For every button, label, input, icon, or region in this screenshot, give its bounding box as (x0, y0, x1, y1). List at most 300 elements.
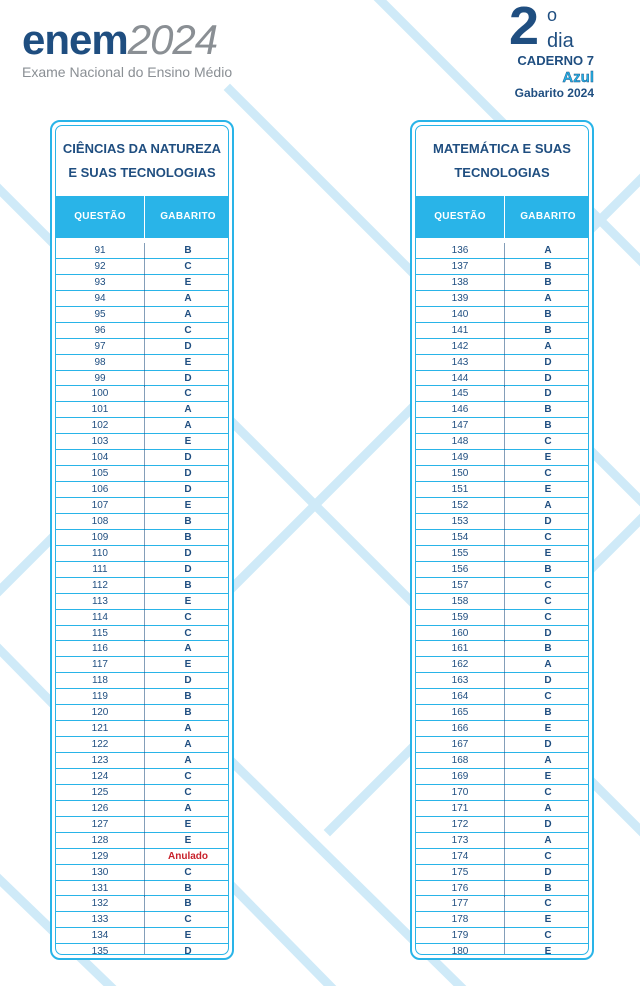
table-row (416, 753, 588, 769)
question-number: 163 (451, 675, 469, 687)
question-number: 121 (91, 723, 109, 735)
table-row (416, 817, 588, 833)
table-row (56, 498, 228, 514)
question-number: 161 (451, 643, 469, 655)
question-number: 159 (451, 611, 469, 623)
answer-key: C (184, 914, 192, 926)
panel-title-line1: CIÊNCIAS DA NATUREZA (62, 141, 222, 156)
answer-key: B (544, 882, 552, 894)
column-header-gabarito: GABARITO (520, 211, 576, 222)
answer-key: D (184, 372, 192, 384)
question-number: 95 (94, 308, 106, 320)
answer-key: C (544, 898, 552, 910)
question-number: 167 (451, 739, 469, 751)
table-row (56, 402, 228, 418)
table-row (416, 689, 588, 705)
header-divider (144, 196, 145, 238)
table-row (56, 769, 228, 785)
enem-logo (22, 18, 232, 80)
question-number: 115 (92, 627, 108, 639)
question-number: 130 (91, 866, 109, 878)
answer-key: A (184, 404, 192, 416)
dia-label: dia (547, 30, 574, 52)
question-number: 172 (451, 818, 469, 830)
answer-key: B (544, 324, 552, 336)
answer-key: B (544, 643, 552, 655)
answer-key: A (184, 739, 192, 751)
question-number: 149 (451, 452, 469, 464)
answer-key: C (544, 786, 552, 798)
table-row (56, 641, 228, 657)
answer-table-natureza (56, 243, 228, 955)
question-number: 99 (94, 372, 106, 384)
answer-key: D (184, 452, 192, 464)
table-row (56, 912, 228, 928)
question-number: 97 (94, 340, 106, 352)
table-row (416, 259, 588, 275)
answer-key: A (544, 245, 552, 256)
dia-number: 2 (509, 0, 540, 56)
question-number: 108 (91, 515, 109, 527)
question-number: 160 (451, 627, 469, 639)
answer-panel-natureza (50, 120, 234, 960)
question-number: 168 (451, 755, 469, 766)
answer-key: A (184, 802, 192, 814)
table-row (416, 881, 588, 897)
question-number: 148 (451, 436, 469, 448)
table-row (56, 928, 228, 944)
column-header-questao: QUESTÃO (74, 211, 126, 222)
question-number: 138 (451, 276, 469, 288)
table-row (56, 418, 228, 434)
question-number: 107 (91, 500, 109, 511)
question-number: 101 (91, 404, 109, 416)
table-row (56, 657, 228, 673)
question-number: 162 (451, 659, 469, 671)
exam-day-badge (495, 2, 605, 54)
table-row (416, 641, 588, 657)
question-number: 93 (94, 276, 106, 288)
table-row (416, 514, 588, 530)
answer-key: C (184, 627, 192, 639)
booklet-info (480, 53, 594, 101)
question-number: 142 (451, 340, 469, 352)
question-number: 143 (451, 356, 469, 368)
question-number: 173 (451, 834, 469, 846)
answer-key: Anulado (168, 850, 208, 862)
question-number: 109 (91, 531, 109, 543)
answer-key: A (184, 420, 192, 432)
table-row (56, 530, 228, 546)
question-number: 147 (451, 420, 469, 432)
question-number: 141 (451, 324, 469, 336)
answer-key: C (184, 260, 192, 272)
table-row (56, 801, 228, 817)
answer-key: B (184, 882, 192, 894)
question-number: 131 (91, 882, 109, 894)
table-row (56, 259, 228, 275)
table-row (56, 546, 228, 562)
answer-key: B (184, 245, 192, 256)
answer-key: D (544, 388, 552, 400)
answer-key: B (184, 898, 192, 910)
table-row (56, 817, 228, 833)
table-row (416, 721, 588, 737)
question-number: 177 (451, 898, 469, 910)
answer-key: D (544, 818, 552, 830)
table-row (416, 578, 588, 594)
answer-key: A (184, 723, 192, 735)
question-number: 144 (451, 372, 469, 384)
table-row (416, 355, 588, 371)
answer-key: C (544, 436, 552, 448)
booklet-color: Azul (562, 69, 594, 86)
table-row (416, 626, 588, 642)
question-number: 113 (92, 595, 108, 607)
answer-key: E (544, 914, 552, 926)
answer-key: D (184, 946, 192, 955)
question-number: 117 (92, 659, 108, 671)
answer-key: D (544, 372, 552, 384)
table-row (416, 386, 588, 402)
answer-key: D (544, 675, 552, 687)
table-header (416, 196, 588, 238)
answer-key: C (184, 786, 192, 798)
question-number: 104 (91, 452, 109, 464)
question-number: 175 (451, 866, 469, 878)
question-number: 178 (451, 914, 469, 926)
logo-wordmark (22, 18, 232, 62)
question-number: 103 (91, 436, 109, 448)
table-row (416, 371, 588, 387)
table-row (56, 673, 228, 689)
table-row (56, 307, 228, 323)
answer-key: E (184, 659, 192, 671)
answer-key: A (544, 659, 552, 671)
answer-panel-matematica (410, 120, 594, 960)
answer-key: D (184, 484, 192, 496)
table-row (56, 833, 228, 849)
answer-key: A (544, 834, 552, 846)
table-row (416, 275, 588, 291)
answer-key: B (544, 276, 552, 288)
question-number: 128 (91, 834, 109, 846)
table-row (56, 371, 228, 387)
answer-key: D (544, 515, 552, 527)
answer-key: C (544, 531, 552, 543)
answer-key: B (184, 691, 192, 703)
answer-key: C (184, 388, 192, 400)
table-row (416, 243, 588, 259)
answer-key: A (184, 308, 192, 320)
answer-key: B (544, 563, 552, 575)
table-row (416, 833, 588, 849)
question-number: 105 (91, 468, 109, 480)
question-number: 118 (92, 675, 108, 687)
answer-key: C (544, 611, 552, 623)
panel-title-line2: TECNOLOGIAS (454, 165, 550, 180)
table-row (416, 434, 588, 450)
answer-key: E (544, 723, 552, 735)
question-number: 114 (92, 611, 108, 623)
caderno-label: CADERNO 7 (517, 53, 594, 68)
table-row (56, 275, 228, 291)
answer-key: A (544, 802, 552, 814)
question-number: 125 (91, 786, 109, 798)
panel-title (416, 137, 588, 185)
answer-key: A (544, 340, 552, 352)
answer-key: D (184, 468, 192, 480)
question-number: 180 (451, 946, 469, 955)
answer-key: D (184, 340, 192, 352)
table-row (416, 896, 588, 912)
table-row (56, 944, 228, 955)
logo-enem-text: enem (22, 16, 128, 63)
question-number: 120 (91, 707, 109, 719)
table-row (56, 514, 228, 530)
table-row (416, 928, 588, 944)
table-row (416, 912, 588, 928)
question-number: 112 (92, 579, 108, 591)
question-number: 129 (91, 850, 109, 862)
table-row (416, 865, 588, 881)
answer-key: A (544, 500, 552, 511)
question-number: 152 (451, 500, 469, 511)
question-number: 96 (94, 324, 106, 336)
panel-title-line2: E SUAS TECNOLOGIAS (68, 165, 216, 180)
answer-key: B (544, 420, 552, 432)
table-row (56, 578, 228, 594)
question-number: 134 (91, 930, 109, 942)
panel-title (56, 137, 228, 185)
answer-key: E (184, 930, 192, 942)
table-row (416, 323, 588, 339)
question-number: 158 (451, 595, 469, 607)
question-number: 111 (92, 563, 108, 575)
answer-key: D (544, 356, 552, 368)
question-number: 127 (91, 818, 109, 830)
question-number: 166 (451, 723, 469, 735)
question-number: 171 (451, 802, 469, 814)
table-row (416, 402, 588, 418)
table-row (56, 689, 228, 705)
answer-key: B (544, 707, 552, 719)
answer-key: B (184, 579, 192, 591)
question-number: 106 (91, 484, 109, 496)
question-number: 146 (451, 404, 469, 416)
answer-key: E (184, 595, 192, 607)
answer-key: C (544, 579, 552, 591)
table-row (56, 562, 228, 578)
answer-key: C (544, 595, 552, 607)
table-row (56, 594, 228, 610)
answer-key: C (544, 850, 552, 862)
table-row (416, 530, 588, 546)
table-row (56, 482, 228, 498)
table-row (416, 849, 588, 865)
table-row (416, 610, 588, 626)
question-number: 94 (94, 292, 106, 304)
table-row (56, 881, 228, 897)
header-divider (504, 196, 505, 238)
answer-key: E (544, 484, 552, 496)
table-row (416, 291, 588, 307)
question-number: 176 (451, 882, 469, 894)
answer-key: A (544, 755, 552, 766)
table-row (416, 737, 588, 753)
question-number: 124 (91, 770, 109, 782)
table-row (56, 386, 228, 402)
question-number: 136 (451, 245, 469, 256)
logo-subtitle: Exame Nacional do Ensino Médio (22, 64, 233, 80)
table-row (56, 865, 228, 881)
question-number: 92 (94, 260, 106, 272)
answer-key: D (184, 675, 192, 687)
table-row (56, 434, 228, 450)
question-number: 170 (451, 786, 469, 798)
table-row (416, 944, 588, 955)
question-number: 132 (91, 898, 109, 910)
column-header-gabarito: GABARITO (160, 211, 216, 222)
column-header-questao: QUESTÃO (434, 211, 486, 222)
answer-key: E (184, 436, 192, 448)
question-number: 100 (91, 388, 109, 400)
question-number: 153 (451, 515, 469, 527)
table-row (56, 450, 228, 466)
answer-table-matematica (416, 243, 588, 955)
table-row (56, 705, 228, 721)
question-number: 164 (451, 691, 469, 703)
question-number: 169 (451, 770, 469, 782)
question-number: 110 (92, 547, 108, 559)
answer-key: D (544, 627, 552, 639)
question-number: 126 (91, 802, 109, 814)
question-number: 157 (451, 579, 469, 591)
answer-key: E (544, 547, 552, 559)
question-number: 156 (451, 563, 469, 575)
answer-key: C (184, 324, 192, 336)
question-number: 174 (451, 850, 469, 862)
answer-key: E (184, 276, 192, 288)
table-row (56, 323, 228, 339)
answer-key: A (184, 643, 192, 655)
question-number: 179 (451, 930, 469, 942)
table-row (56, 721, 228, 737)
question-number: 151 (451, 484, 469, 496)
table-row (416, 546, 588, 562)
table-row (416, 705, 588, 721)
logo-year-text: 2024 (127, 16, 218, 63)
question-number: 102 (91, 420, 109, 432)
table-row (416, 307, 588, 323)
question-number: 116 (92, 643, 108, 655)
table-row (56, 355, 228, 371)
table-row (416, 466, 588, 482)
table-row (416, 801, 588, 817)
table-row (416, 562, 588, 578)
gabarito-year: Gabarito 2024 (514, 86, 594, 100)
answer-key: B (544, 260, 552, 272)
question-number: 119 (92, 691, 108, 703)
panel-title-line1: MATEMÁTICA E SUAS (433, 141, 571, 156)
answer-key: B (184, 707, 192, 719)
table-row (416, 450, 588, 466)
table-row (56, 610, 228, 626)
answer-key: A (544, 292, 552, 304)
table-row (56, 737, 228, 753)
question-number: 123 (91, 755, 109, 766)
answer-key: B (184, 531, 192, 543)
table-row (416, 673, 588, 689)
answer-key: C (184, 866, 192, 878)
question-number: 140 (451, 308, 469, 320)
table-row (56, 785, 228, 801)
question-number: 154 (451, 531, 469, 543)
question-number: 122 (91, 739, 109, 751)
answer-key: B (544, 404, 552, 416)
table-row (416, 769, 588, 785)
table-row (56, 896, 228, 912)
answer-key: E (184, 356, 192, 368)
answer-key: E (544, 452, 552, 464)
question-number: 155 (451, 547, 469, 559)
question-number: 91 (94, 245, 106, 256)
table-row (416, 482, 588, 498)
table-row (56, 466, 228, 482)
answer-key: A (184, 755, 192, 766)
table-row (416, 498, 588, 514)
table-row (56, 753, 228, 769)
answer-key: B (184, 515, 192, 527)
table-row (56, 849, 228, 865)
question-number: 135 (91, 946, 109, 955)
table-row (416, 339, 588, 355)
table-row (416, 594, 588, 610)
question-number: 139 (451, 292, 469, 304)
answer-key: C (544, 468, 552, 480)
answer-key: D (184, 563, 192, 575)
answer-key: D (544, 739, 552, 751)
answer-key: E (544, 946, 552, 955)
table-row (416, 657, 588, 673)
question-number: 145 (451, 388, 469, 400)
table-row (56, 339, 228, 355)
question-number: 133 (91, 914, 109, 926)
answer-key: E (184, 818, 192, 830)
table-row (416, 418, 588, 434)
answer-key: E (544, 770, 552, 782)
table-row (56, 626, 228, 642)
dia-ordinal: o (547, 5, 558, 25)
answer-key: C (544, 691, 552, 703)
answer-key: B (544, 308, 552, 320)
answer-key: E (184, 834, 192, 846)
answer-key: C (544, 930, 552, 942)
answer-key: E (184, 500, 192, 511)
table-row (416, 785, 588, 801)
table-header (56, 196, 228, 238)
table-row (56, 291, 228, 307)
question-number: 150 (451, 468, 469, 480)
answer-key: C (184, 770, 192, 782)
table-row (56, 243, 228, 259)
answer-key: D (544, 866, 552, 878)
question-number: 165 (451, 707, 469, 719)
answer-key: D (184, 547, 192, 559)
answer-key: A (184, 292, 192, 304)
answer-key: C (184, 611, 192, 623)
question-number: 98 (94, 356, 106, 368)
